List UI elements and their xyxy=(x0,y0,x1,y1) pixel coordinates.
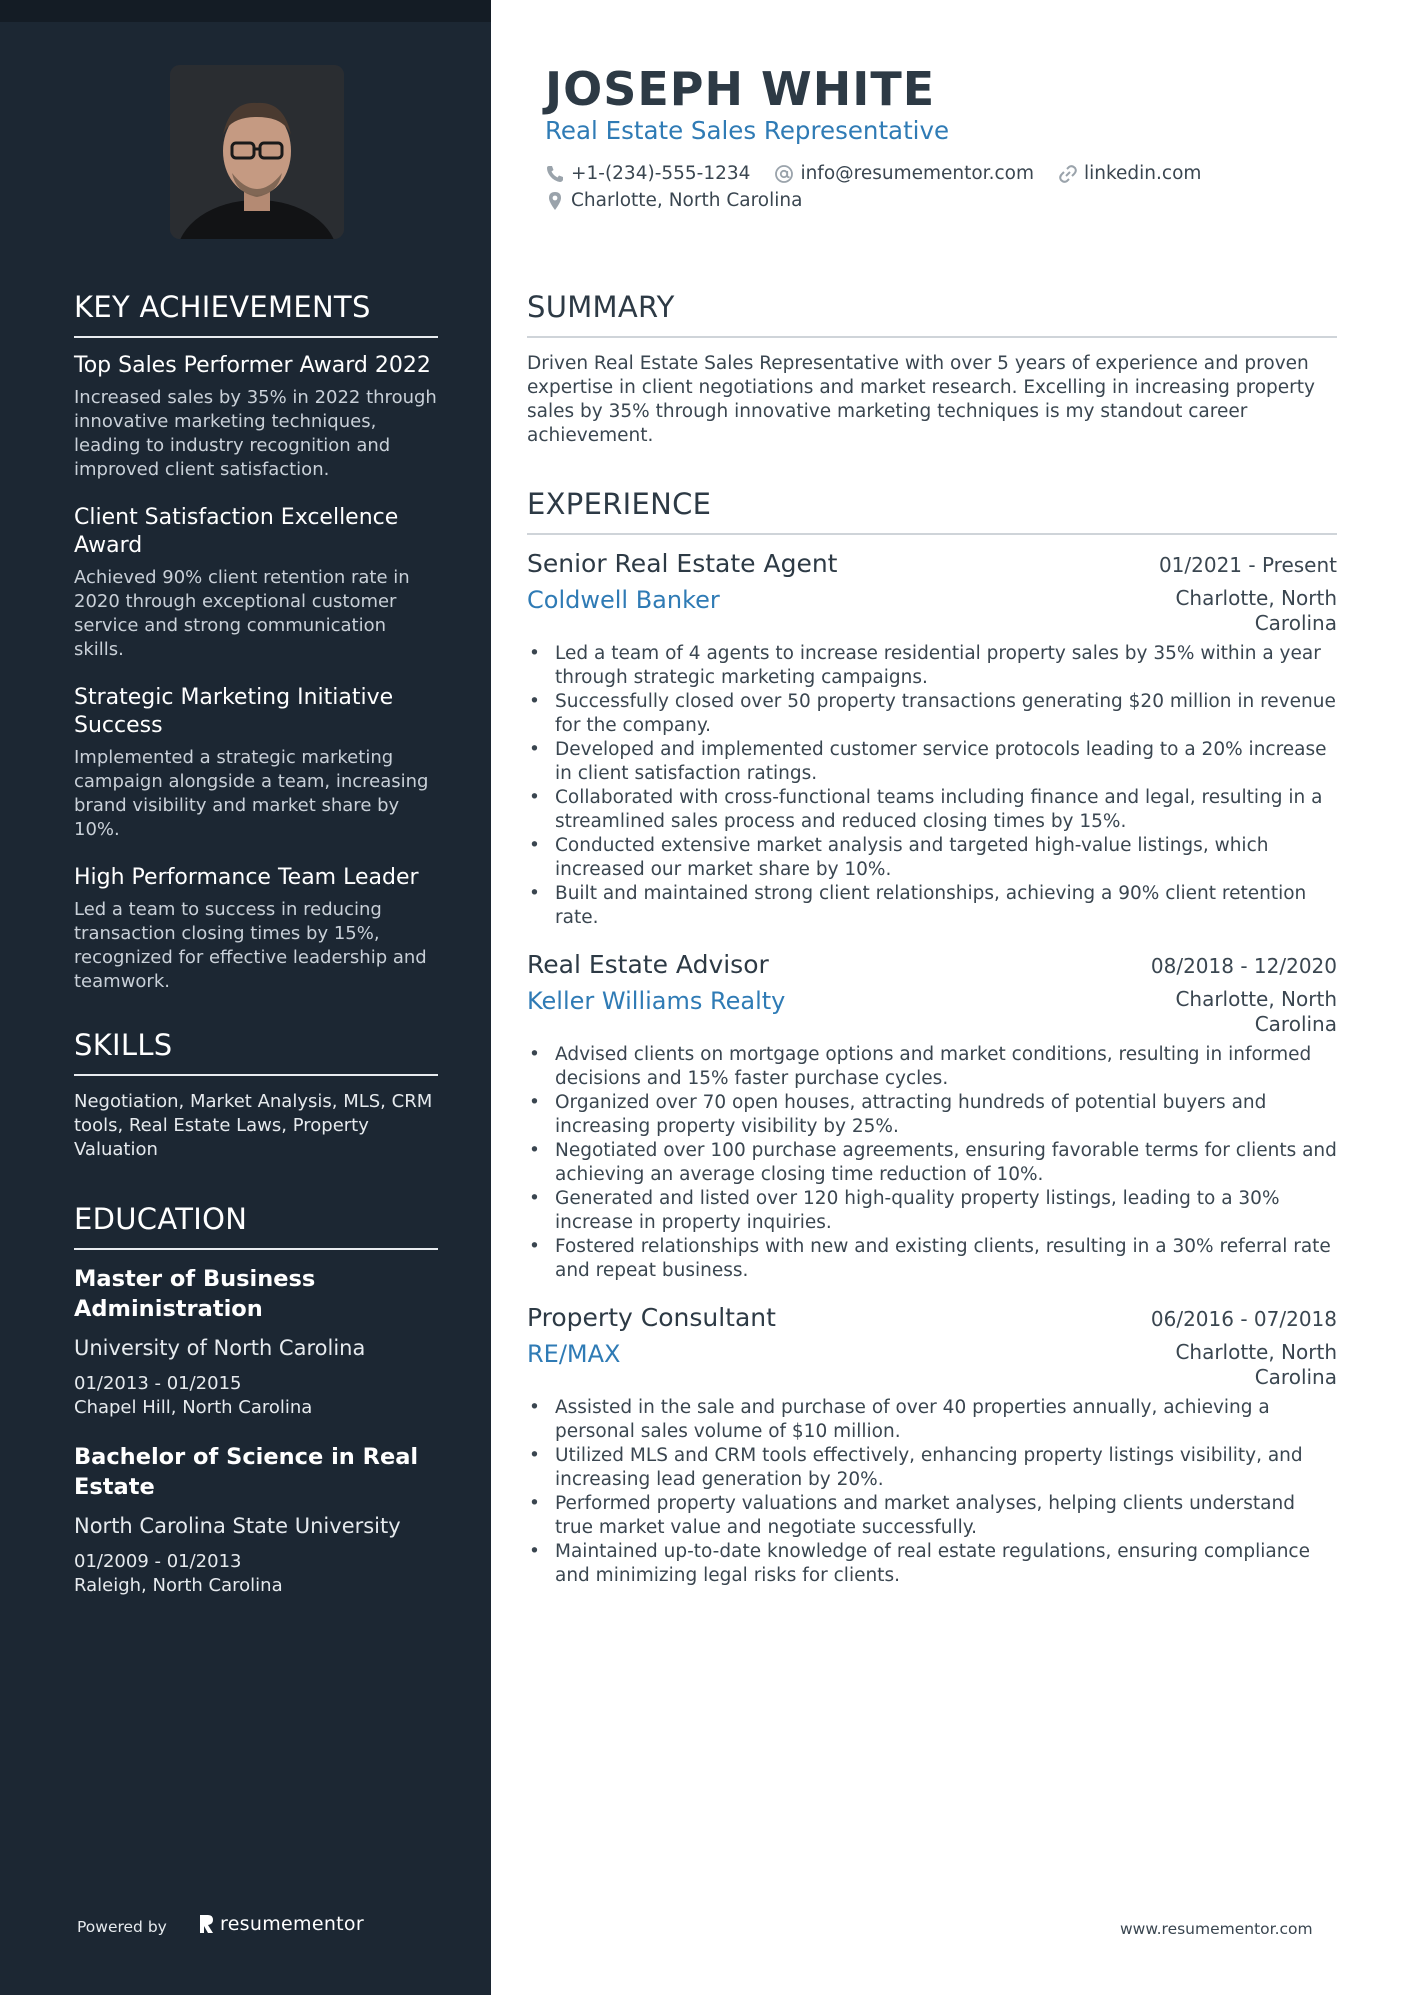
achievement-item xyxy=(74,504,438,662)
education-location: Raleigh, North Carolina xyxy=(74,1575,283,1596)
achievement-item xyxy=(74,352,438,482)
sidebar xyxy=(0,0,491,1995)
job-bullet: • Collaborated with cross-functional teams including finance and legal, resulting in a streamlined sales process and reduced closing times by 15%. xyxy=(527,786,1337,834)
achievement-item xyxy=(74,864,438,994)
job-bullet: • Assisted in the sale and purchase of over 40 properties annually, achieving a personal sales volume of $10 million. xyxy=(527,1396,1337,1444)
job-company: RE/MAX xyxy=(527,1340,621,1368)
achievement-desc: Increased sales by 35% in 2022 through innovative marketing techniques, leading to industry recognition and improved client satisfaction. xyxy=(74,387,437,480)
job-location: Charlotte, North Carolina xyxy=(1175,586,1337,635)
job-bullet: • Performed property valuations and market analyses, helping clients understand true market value and negotiate successfully. xyxy=(527,1492,1337,1540)
sidebar-content xyxy=(74,290,438,1620)
job-entry xyxy=(527,950,1337,1283)
location-text: Charlotte, North Carolina xyxy=(571,190,803,211)
achievements-heading: KEY ACHIEVEMENTS xyxy=(74,290,438,338)
footer-url[interactable]: www.resumementor.com xyxy=(1120,1920,1313,1938)
contact-location xyxy=(545,190,802,211)
job-location: Charlotte, North Carolina xyxy=(1175,987,1337,1036)
job-title: Senior Real Estate Agent xyxy=(527,549,838,578)
job-bullet: • Negotiated over 100 purchase agreements, ensuring favorable terms for clients and achieving an average closing time reduction of 10%. xyxy=(527,1139,1337,1187)
linkedin-text: linkedin.com xyxy=(1083,163,1202,184)
job-company: Keller Williams Realty xyxy=(527,987,786,1015)
job-bullets xyxy=(527,642,1337,930)
candidate-name: JOSEPH WHITE xyxy=(545,62,936,116)
job-bullets xyxy=(527,1396,1337,1588)
experience-section xyxy=(527,487,1337,1596)
achievement-desc: Implemented a strategic marketing campaign alongside a team, increasing brand visibility and market share by 10%. xyxy=(74,747,429,840)
education-heading: EDUCATION xyxy=(74,1202,438,1250)
contact-phone[interactable] xyxy=(545,163,750,184)
skills-heading: SKILLS xyxy=(74,1028,438,1076)
education-degree: Master of Business Administration xyxy=(74,1266,316,1322)
job-bullet: • Generated and listed over 120 high-quality property listings, leading to a 30% increase in property inquiries. xyxy=(527,1187,1337,1235)
job-bullet: • Led a team of 4 agents to increase residential property sales by 35% within a year through strategic marketing campaigns. xyxy=(527,642,1337,690)
link-icon xyxy=(1058,164,1078,184)
summary-text: Driven Real Estate Sales Representative with over 5 years of experience and proven expertise in client negotiations and market research. Excelling in increasing property sales by 35% through innovative marketing techniques is my standout career achievement. xyxy=(527,353,1315,446)
contact-info xyxy=(545,163,1315,217)
education-degree: Bachelor of Science in Real Estate xyxy=(74,1444,419,1500)
at-icon xyxy=(774,164,794,184)
job-dates: 08/2018 - 12/2020 xyxy=(1150,954,1337,978)
education-dates: 01/2009 - 01/2013 xyxy=(74,1551,242,1572)
brand-name: resumementor xyxy=(220,1913,364,1935)
summary-heading: SUMMARY xyxy=(527,290,1337,338)
education-school: North Carolina State University xyxy=(74,1514,401,1538)
education-item xyxy=(74,1264,438,1420)
job-bullet: • Utilized MLS and CRM tools effectively, enhancing property listings visibility, and increasing lead generation by 20%. xyxy=(527,1444,1337,1492)
skills-list: Negotiation, Market Analysis, MLS, CRM tools, Real Estate Laws, Property Valuation xyxy=(74,1091,433,1160)
job-bullet: • Developed and implemented customer service protocols leading to a 20% increase in client satisfaction ratings. xyxy=(527,738,1337,786)
achievement-desc: Led a team to success in reducing transaction closing times by 15%, recognized for effective leadership and teamwork. xyxy=(74,899,427,992)
job-title: Real Estate Advisor xyxy=(527,950,769,979)
job-dates: 06/2016 - 07/2018 xyxy=(1150,1307,1337,1331)
job-bullet: • Advised clients on mortgage options and market conditions, resulting in informed decisions and 15% faster purchase cycles. xyxy=(527,1043,1337,1091)
job-dates: 01/2021 - Present xyxy=(1158,553,1337,577)
achievement-title: Strategic Marketing Initiative Success xyxy=(74,685,394,738)
achievement-item xyxy=(74,684,438,842)
job-bullet: • Organized over 70 open houses, attracting hundreds of potential buyers and increasing property visibility by 25%. xyxy=(527,1091,1337,1139)
job-title: Property Consultant xyxy=(527,1303,776,1332)
education-school: University of North Carolina xyxy=(74,1336,366,1360)
job-bullet: • Conducted extensive market analysis and targeted high-value listings, which increased our market share by 10%. xyxy=(527,834,1337,882)
education-meta xyxy=(74,1372,438,1420)
job-bullet: • Built and maintained strong client relationships, achieving a 90% client retention rate. xyxy=(527,882,1337,930)
summary-section xyxy=(527,290,1337,448)
brand-mark-icon xyxy=(198,1913,214,1935)
profile-photo xyxy=(170,65,344,239)
job-location: Charlotte, North Carolina xyxy=(1175,1340,1337,1389)
brand-logo[interactable] xyxy=(198,1913,364,1935)
education-dates: 01/2013 - 01/2015 xyxy=(74,1373,242,1394)
contact-linkedin[interactable] xyxy=(1058,163,1201,184)
job-bullets xyxy=(527,1043,1337,1283)
experience-heading: EXPERIENCE xyxy=(527,487,1337,535)
phone-text: +1-(234)-555-1234 xyxy=(571,163,751,184)
powered-by-label: Powered by xyxy=(77,1918,167,1936)
phone-icon xyxy=(545,164,565,184)
education-location: Chapel Hill, North Carolina xyxy=(74,1397,313,1418)
education-meta xyxy=(74,1550,438,1598)
location-pin-icon xyxy=(545,191,565,211)
job-bullet: • Maintained up-to-date knowledge of real estate regulations, ensuring compliance and minimizing legal risks for clients. xyxy=(527,1540,1337,1588)
job-entry xyxy=(527,549,1337,930)
job-bullet: • Fostered relationships with new and existing clients, resulting in a 30% referral rate and repeat business. xyxy=(527,1235,1337,1283)
job-company: Coldwell Banker xyxy=(527,586,720,614)
contact-email[interactable] xyxy=(774,163,1034,184)
candidate-role: Real Estate Sales Representative xyxy=(545,116,950,145)
education-item xyxy=(74,1442,438,1598)
job-bullet: • Successfully closed over 50 property transactions generating $20 million in revenue for the company. xyxy=(527,690,1337,738)
achievement-title: Client Satisfaction Excellence Award xyxy=(74,505,399,558)
achievement-title: High Performance Team Leader xyxy=(74,865,419,890)
email-text: info@resumementor.com xyxy=(800,163,1034,184)
achievement-title: Top Sales Performer Award 2022 xyxy=(74,353,431,378)
sidebar-top-band xyxy=(0,0,491,22)
job-entry xyxy=(527,1303,1337,1588)
achievement-desc: Achieved 90% client retention rate in 2020 through exceptional customer service and strong communication skills. xyxy=(74,567,410,660)
